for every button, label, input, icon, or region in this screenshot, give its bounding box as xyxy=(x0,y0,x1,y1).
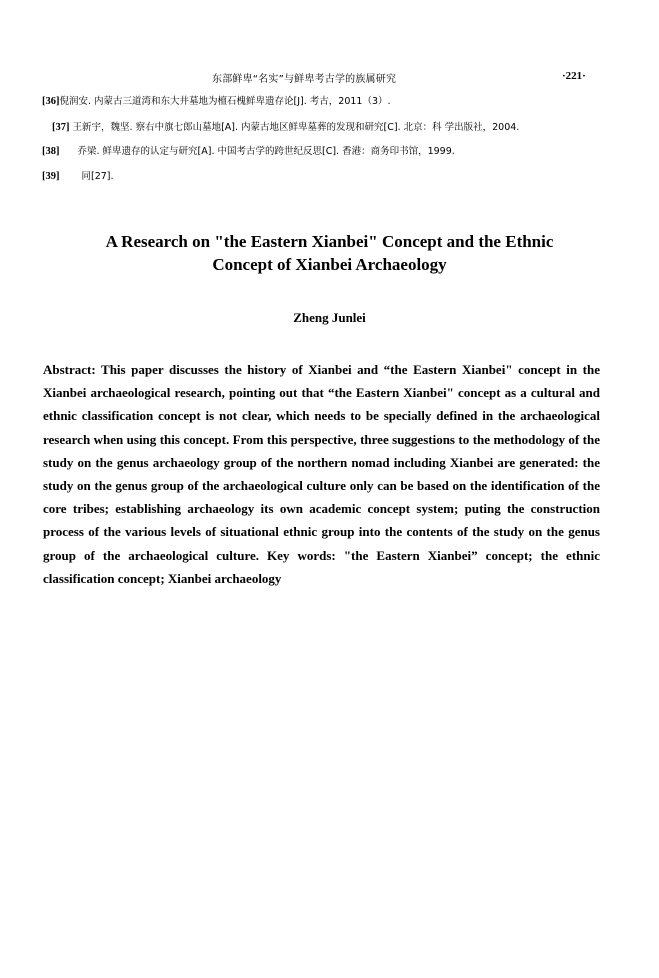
reference-item xyxy=(42,170,114,184)
reference-number: [37] xyxy=(52,122,70,133)
reference-text: 同[27]. xyxy=(81,171,114,182)
page-number: ·221· xyxy=(562,70,586,82)
reference-item xyxy=(42,95,391,109)
reference-number: [36] xyxy=(42,96,60,107)
reference-text: 王新宇，魏坚. 察右中旗七郎山墓地[A]. 内蒙古地区鲜卑墓葬的发现和研究[C]. 北京：科 学出版社，2004. xyxy=(72,122,520,133)
reference-item xyxy=(42,145,455,159)
reference-item xyxy=(52,121,519,135)
running-header xyxy=(0,70,659,86)
paper-title xyxy=(0,230,659,276)
reference-text: 乔梁. 鲜卑遗存的认定与研究[A]. 中国考古学的跨世纪反思[C]. 香港：商务印书馆，1999. xyxy=(77,146,455,157)
paper-title-line-1: A Research on "the Eastern Xianbei" Concept and the Ethnic xyxy=(105,232,554,251)
reference-text: 倪润安. 内蒙古三道湾和东大井墓地为檀石槐鲜卑遗存论[J]. 考古，2011（3）. xyxy=(59,96,391,107)
reference-number: [39] xyxy=(42,171,60,182)
reference-number: [38] xyxy=(42,146,60,157)
running-title: 东部鲜卑“名实”与鲜卑考古学的族属研究 xyxy=(212,74,397,85)
paper-title-line-2: Concept of Xianbei Archaeology xyxy=(212,255,447,274)
abstract-paragraph: Abstract: This paper discusses the history of Xianbei and “the Eastern Xianbei" concept in the Xianbei archaeological research, pointing out that “the Eastern Xianbei" concept as a cultural and ethnic classification concept is not clear, which needs to be specially defined in the archaeological research when using this concept. From this perspective, three suggestions to the methodology of the study on the genus archaeology group of the northern nomad including Xianbei are generated: the study on the genus group of the archaeological culture only can be based on the identification of the core tribes; establishing archaeology its own academic concept system; puting the construction process of the various levels of situational ethnic group into the contents of the study on the genus group of the archaeological culture. Key words: "the Eastern Xianbei” concept; the ethnic classification concept; Xianbei archaeology xyxy=(43,362,600,586)
author-name: Zheng Junlei xyxy=(293,310,366,325)
